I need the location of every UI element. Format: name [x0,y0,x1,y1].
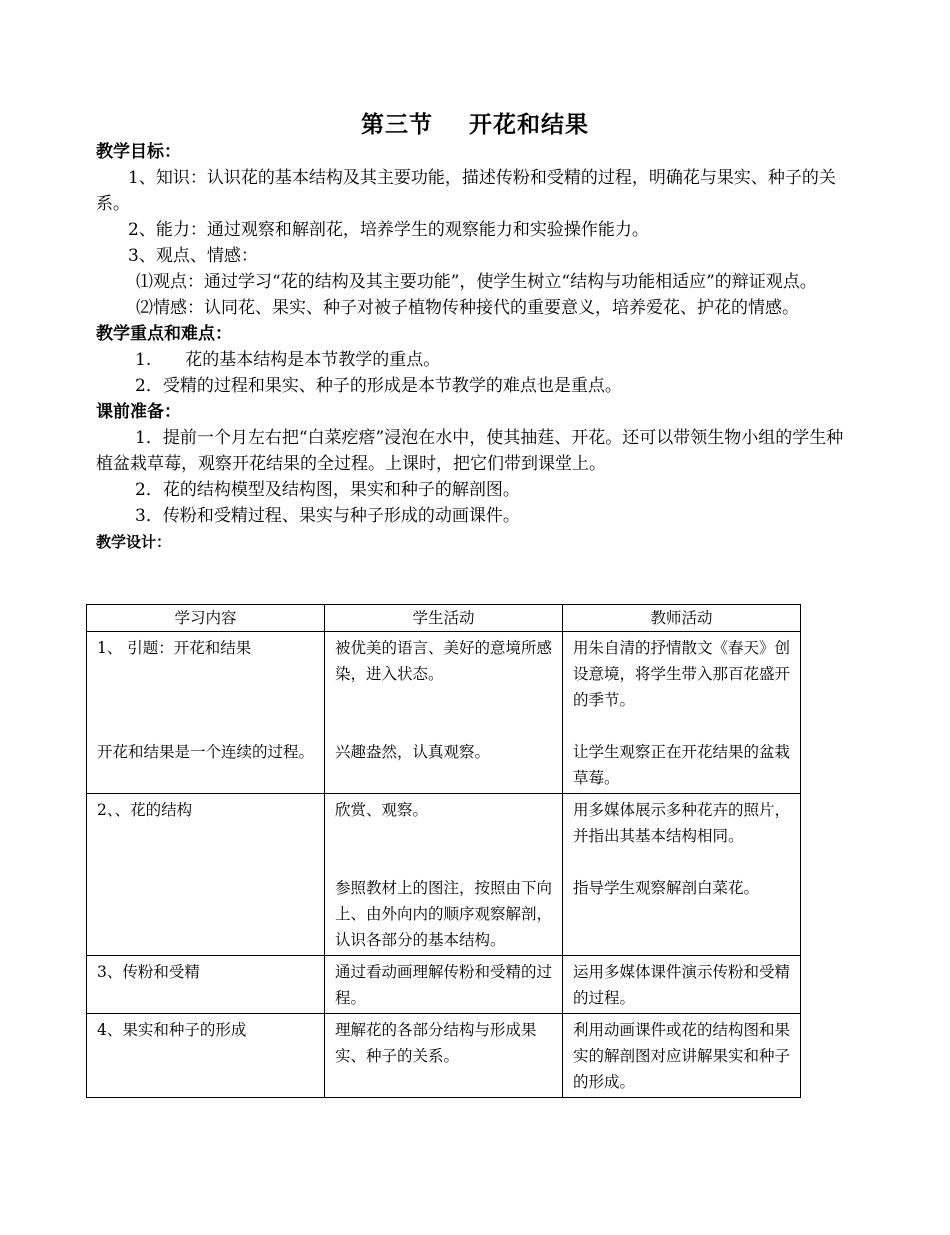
cell-content: 4、果实和种子的形成 [87,1014,325,1098]
table-row [87,1014,801,1098]
table-header-row [87,605,801,632]
cell-text: 用朱自清的抒情散文《春天》创设意境，将学生带入那百花盛开的季节。 [573,639,791,709]
cell-content [87,794,325,956]
cell-text: 指导学生观察解剖白菜花。 [573,879,760,897]
cell-text: 被优美的语言、美好的意境所感染，进入状态。 [335,639,553,683]
cell-text: 1、 引题：开花和结果 [97,639,252,657]
title-section: 第三节 [361,112,433,138]
cell-text: 欣赏、观察。 [335,801,429,819]
column-header-student: 学生活动 [325,605,563,632]
cell-text: 让学生观察正在开花结果的盆栽草莓。 [573,743,791,787]
preparation-heading: 课前准备： [96,402,181,422]
lesson-plan-table [86,604,801,1098]
cell-teacher [563,794,801,956]
column-header-content: 学习内容 [87,605,325,632]
cell-student [325,794,563,956]
document-body [96,139,860,553]
cell-teacher: 利用动画课件或花的结构图和果实的解剖图对应讲解果实和种子的形成。 [563,1014,801,1098]
cell-student [325,632,563,794]
cell-text: 用多媒体展示多种花卉的照片，并指出其基本结构相同。 [573,801,791,845]
cell-teacher: 运用多媒体课件演示传粉和受精的过程。 [563,956,801,1014]
cell-text: 参照教材上的图注，按照由下向上、由外向内的顺序观察解剖，认识各部分的基本结构。 [335,879,553,949]
objective-knowledge: 1、知识：认识花的基本结构及其主要功能，描述传粉和受精的过程，明确花与果实、种子的关系。 [96,168,836,214]
key-point-1: 1. 花的基本结构是本节教学的重点。 [135,350,441,370]
objectives-heading: 教学目标： [96,142,181,162]
preparation-item-3: 3．传粉和受精过程、果实与种子形成的动画课件。 [135,506,520,526]
column-header-teacher: 教师活动 [563,605,801,632]
cell-student: 理解花的各部分结构与形成果实、种子的关系。 [325,1014,563,1098]
table-row [87,794,801,956]
cell-content [87,632,325,794]
objective-view: ⑴观点：通过学习“花的结构及其主要功能”，使学生树立“结构与功能相适应”的辩证观点。 [136,272,817,292]
objective-emotion: ⑵情感：认同花、果实、种子对被子植物传种接代的重要意义，培养爱花、护花的情感。 [136,298,799,318]
key-points-heading: 教学重点和难点： [96,324,232,344]
design-heading: 教学设计： [96,533,172,551]
cell-teacher [563,632,801,794]
key-point-2: 2．受精的过程和果实、种子的形成是本节教学的难点也是重点。 [135,376,622,396]
table-row [87,632,801,794]
cell-content: 3、传粉和受精 [87,956,325,1014]
cell-text: 兴趣盎然，认真观察。 [335,743,491,761]
cell-student: 通过看动画理解传粉和受精的过程。 [325,956,563,1014]
preparation-item-2: 2．花的结构模型及结构图，果实和种子的解剖图。 [135,480,520,500]
table-row [87,956,801,1014]
objective-attitude: 3、观点、情感： [128,246,258,266]
objective-ability: 2、能力：通过观察和解剖花，培养学生的观察能力和实验操作能力。 [128,220,649,240]
cell-text: 2、、花的结构 [97,801,193,819]
cell-text: 开花和结果是一个连续的过程。 [97,743,315,761]
preparation-item-1: 1．提前一个月左右把“白菜疙瘩”浸泡在水中，使其抽莛、开花。还可以带领生物小组的学生种植盆栽草莓，观察开花结果的全过程。上课时，把它们带到课堂上。 [96,428,844,474]
page-title [0,106,950,139]
title-topic: 开花和结果 [469,112,589,138]
